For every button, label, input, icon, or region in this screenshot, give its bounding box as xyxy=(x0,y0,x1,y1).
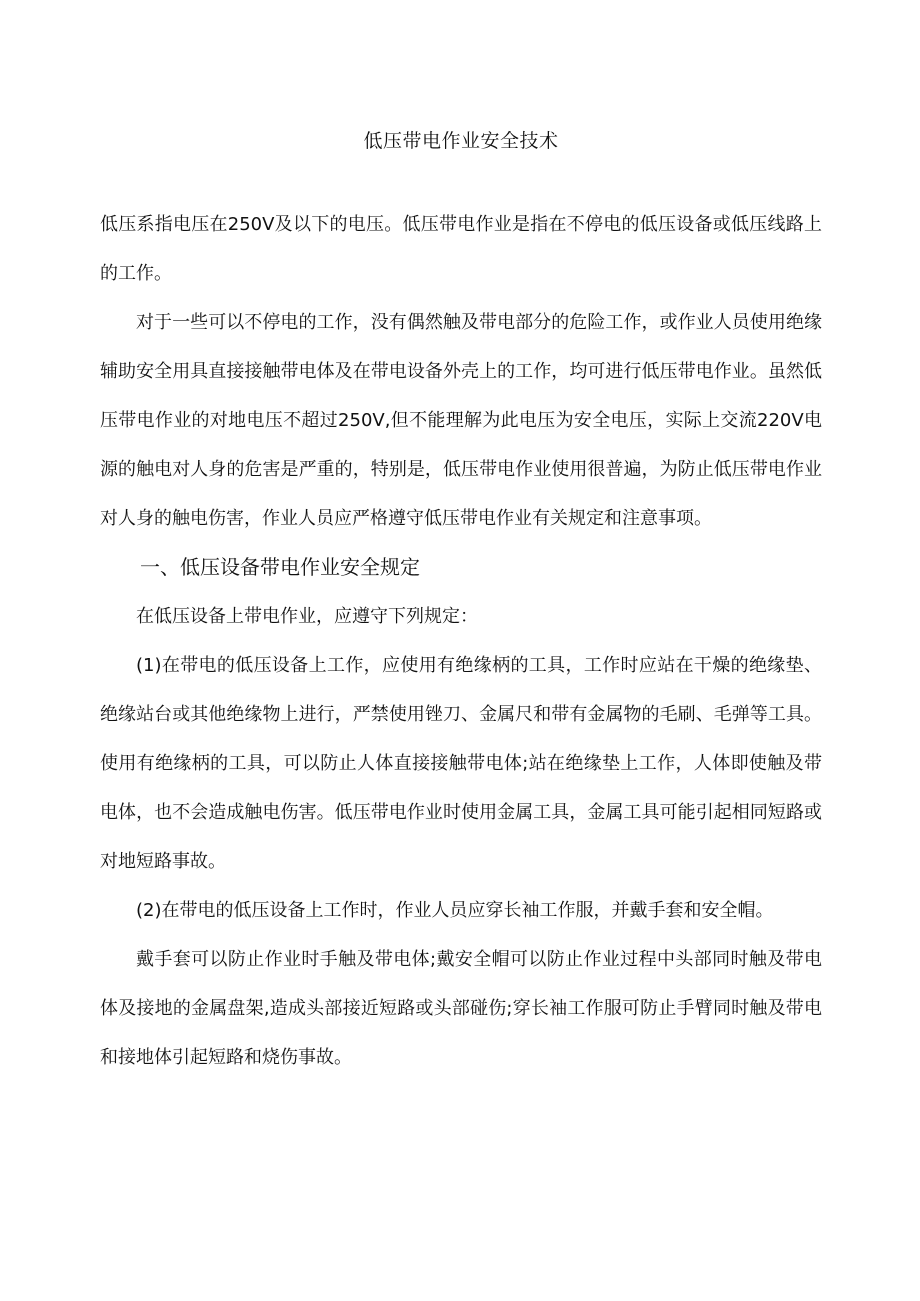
section-heading-1: 一、低压设备带电作业安全规定 xyxy=(140,555,420,579)
paragraph-rule-2-explanation: 戴手套可以防止作业时手触及带电体;戴安全帽可以防止作业过程中头部同时触及带电体及接地的金属盘架,造成头部接近短路或头部碰伤;穿长袖工作服可防止手臂同时触及带电和接地体引起短路和烧伤事故。 xyxy=(100,949,822,1068)
paragraph-rule-2: (2)在带电的低压设备上工作时，作业人员应穿长袖工作服，并戴手套和安全帽。 xyxy=(136,900,774,921)
paragraph-overview: 对于一些可以不停电的工作，没有偶然触及带电部分的危险工作，或作业人员使用绝缘辅助安全用具直接接触带电体及在带电设备外壳上的工作，均可进行低压带电作业。虽然低压带电作业的对地电压不超过250V,但不能理解为此电压为安全电压，实际上交流220V电源的触电对人身的危害是严重的，特别是，低压带电作业使用很普遍，为防止低压带电作业对人身的触电伤害，作业人员应严格遵守低压带电作业有关规定和注意事项。 xyxy=(100,312,822,529)
paragraph-definition: 低压系指电压在250V及以下的电压。低压带电作业是指在不停电的低压设备或低压线路上的工作。 xyxy=(100,214,822,284)
paragraph-rule-1: (1)在带电的低压设备上工作，应使用有绝缘柄的工具，工作时应站在干燥的绝缘垫、绝缘站台或其他绝缘物上进行，严禁使用锉刀、金属尺和带有金属物的毛刷、毛弹等工具。使用有绝缘柄的工具，可以防止人体直接接触带电体;站在绝缘垫上工作，人体即使触及带电体，也不会造成触电伤害。低压带电作业时使用金属工具，金属工具可能引起相同短路或对地短路事故。 xyxy=(100,655,822,872)
paragraph-intro-rules: 在低压设备上带电作业，应遵守下列规定： xyxy=(136,606,478,627)
document-title: 低压带电作业安全技术 xyxy=(363,130,559,152)
document-page xyxy=(100,118,822,1082)
